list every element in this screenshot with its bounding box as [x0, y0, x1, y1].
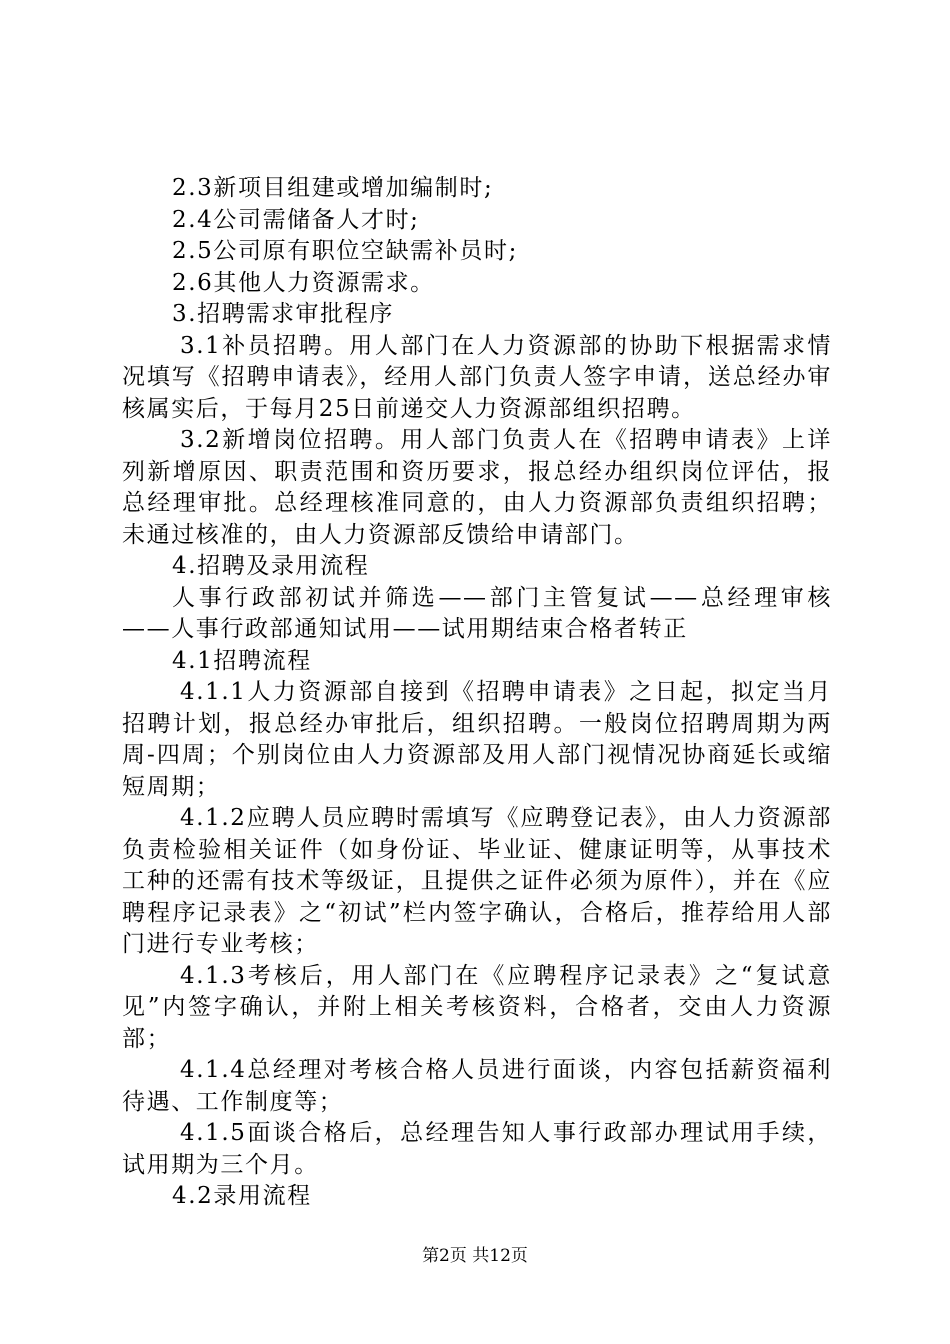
paragraph: 4.1.1人力资源部自接到《招聘申请表》之日起，拟定当月招聘计划，报总经办审批后，组织招聘。一般岗位招聘周期为两周-四周；个别岗位由人力资源部及用人部门视情况协商延长或缩短周期；: [122, 679, 832, 800]
paragraph: 4.1.3考核后，用人部门在《应聘程序记录表》之“复试意见”内签字确认，并附上相关考核资料，合格者，交由人力资源部；: [122, 962, 832, 1052]
section-heading: 4.2录用流程: [172, 1183, 312, 1209]
paragraph: 4.1.2应聘人员应聘时需填写《应聘登记表》，由人力资源部负责检验相关证件（如身份证、毕业证、健康证明等，从事技术工种的还需有技术等级证，且提供之证件必须为原件），并在《应聘程序记录表》之“初试”栏内签字确认，合格后，推荐给用人部门进行专业考核；: [122, 805, 832, 957]
section-heading: 4.招聘及录用流程: [172, 553, 370, 579]
paragraph: 2.5公司原有职位空缺需补员时;: [172, 238, 518, 264]
paragraph: 2.6其他人力资源需求。: [172, 269, 435, 296]
paragraph: 2.4公司需储备人才时;: [172, 206, 420, 233]
section-heading: 3.招聘需求审批程序: [172, 301, 394, 327]
paragraph: 3.2新增岗位招聘。用人部门负责人在《招聘申请表》上详列新增原因、职责范围和资历要求，报总经办组织岗位评估，报总经理审批。总经理核准同意的，由人力资源部负责组织招聘；未通过核准的，由人力资源部反馈给申请部门。: [122, 427, 832, 548]
page-footer: 第2页 共12页: [422, 1246, 528, 1266]
document-body: [122, 173, 832, 1213]
section-heading: 4.1招聘流程: [172, 647, 312, 674]
paragraph: 3.1补员招聘。用人部门在人力资源部的协助下根据需求情况填写《招聘申请表》，经用人部门负责人签字申请，送总经办审核属实后，于每月25日前递交人力资源部组织招聘。: [122, 332, 832, 422]
paragraph: 2.3新项目组建或增加编制时;: [172, 175, 494, 201]
paragraph: 人事行政部初试并筛选——部门主管复试——总经理审核——人事行政部通知试用——试用期结束合格者转正: [122, 584, 832, 642]
paragraph: 4.1.5面谈合格后，总经理告知人事行政部办理试用手续，试用期为三个月。: [122, 1120, 832, 1178]
paragraph: 4.1.4总经理对考核合格人员进行面谈，内容包括薪资福利待遇、工作制度等；: [122, 1057, 832, 1115]
